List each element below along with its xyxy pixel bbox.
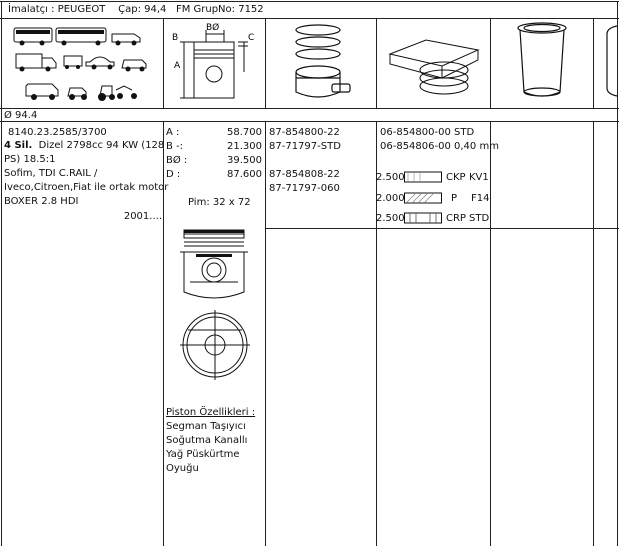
- piston-code-4: 87-71797-060: [269, 183, 340, 194]
- partial-part-icon: [600, 22, 617, 102]
- dim-label-bo: BØ: [206, 23, 220, 33]
- ring-set-box-icon: [384, 34, 484, 100]
- group-value: 7152: [238, 4, 264, 15]
- dim-b-label: B -:: [166, 141, 184, 152]
- col-divider-2b: [265, 121, 266, 546]
- col-divider-4: [490, 18, 491, 108]
- cylinder-liner-icon: [508, 22, 578, 104]
- group-label: FM GrupNo:: [175, 4, 236, 15]
- engine-code: 8140.23.2585/3700: [8, 127, 107, 138]
- ring-2-type: P: [451, 193, 458, 204]
- ring-1-code: KV1: [469, 172, 489, 183]
- left-border: [1, 1, 2, 546]
- engine-desc-line4: Iveco,Citroen,Fiat ile ortak motor: [4, 182, 169, 193]
- dim-d-label: D :: [166, 169, 181, 180]
- ring-3-code: STD: [469, 213, 490, 224]
- images-bottom-divider: [0, 108, 619, 109]
- dim-bo-value: 39.500: [227, 155, 262, 166]
- ring-3-width: 2.500: [376, 213, 405, 224]
- col-divider-1: [163, 18, 164, 108]
- ring-3-type: CRP: [446, 213, 466, 224]
- piston-side-view-drawing: [176, 226, 252, 306]
- vehicle-icons: [12, 24, 152, 104]
- ring-1-width: 2.500: [376, 172, 405, 183]
- dim-a-label: A :: [166, 127, 180, 138]
- ring-1-profile-icon: [404, 170, 442, 184]
- right-border: [617, 1, 618, 546]
- piston-dimension-diagram: [172, 24, 260, 106]
- header-divider: [0, 18, 619, 19]
- col-divider-5b: [593, 121, 594, 546]
- dim-d-value: 87.600: [227, 169, 262, 180]
- piston-code-3: 87-854808-22: [269, 169, 340, 180]
- piston-code-1: 87-854800-22: [269, 127, 340, 138]
- manufacturer-value: PEUGEOT: [57, 4, 106, 15]
- engine-desc-line2: PS) 18.5:1: [4, 154, 56, 165]
- col-divider-3b: [376, 121, 377, 546]
- bore-value: 94,4: [144, 4, 167, 15]
- piston-feature-4: Oyuğu: [166, 463, 199, 474]
- piston-top-view-drawing: [180, 310, 250, 380]
- piston-code-2: 87-71797-STD: [269, 141, 341, 152]
- diameter-label: Ø 94.4: [4, 110, 38, 121]
- engine-desc-text1: Dizel 2798cc 94 KW (128: [38, 140, 165, 151]
- piston-with-rings-icon: [288, 24, 358, 104]
- col-divider-3: [376, 18, 377, 108]
- ring-2-profile-icon: [404, 191, 442, 205]
- col-divider-5: [593, 18, 594, 108]
- engine-desc-line5: BOXER 2.8 HDI: [4, 196, 79, 207]
- pin-size: Pim: 32 x 72: [188, 197, 251, 208]
- engine-year: 2001....: [123, 211, 162, 222]
- diameter-row-divider: [0, 121, 619, 122]
- dim-a-value: 58.700: [227, 127, 262, 138]
- cylinder-count: 4 Sil.: [4, 140, 33, 151]
- ring-code-1: 06-854800-00 STD: [380, 127, 475, 138]
- manufacturer-label: İmalatçı :: [8, 4, 55, 15]
- ring-code-2: 06-854806-00 0,40 mm: [380, 141, 499, 152]
- col-divider-4b: [490, 121, 491, 546]
- ring-2-width: 2.000: [376, 193, 405, 204]
- dim-label-b: B: [172, 33, 179, 43]
- dim-bo-label: BØ :: [166, 155, 188, 166]
- bore-label: Çap:: [118, 4, 141, 15]
- piston-features-title: Piston Özellikleri :: [166, 407, 256, 418]
- col-divider-2: [265, 18, 266, 108]
- engine-desc-line3: Sofim, TDI C.RAIL /: [4, 168, 98, 179]
- ring-1-type: CKP: [446, 172, 466, 183]
- header-bar: [8, 3, 264, 16]
- ring-3-profile-icon: [404, 211, 442, 225]
- row-divider-lower: [265, 228, 619, 229]
- top-border: [0, 1, 619, 2]
- dim-b-value: 21.300: [227, 141, 262, 152]
- piston-feature-1: Segman Taşıyıcı: [166, 421, 246, 432]
- piston-feature-2: Soğutma Kanallı: [166, 435, 248, 446]
- ring-2-code: F14: [471, 193, 490, 204]
- dim-label-c: C: [248, 33, 255, 43]
- piston-feature-3: Yağ Püskürtme: [166, 449, 240, 460]
- engine-desc-line1: [4, 139, 164, 152]
- dim-label-a: A: [174, 61, 181, 71]
